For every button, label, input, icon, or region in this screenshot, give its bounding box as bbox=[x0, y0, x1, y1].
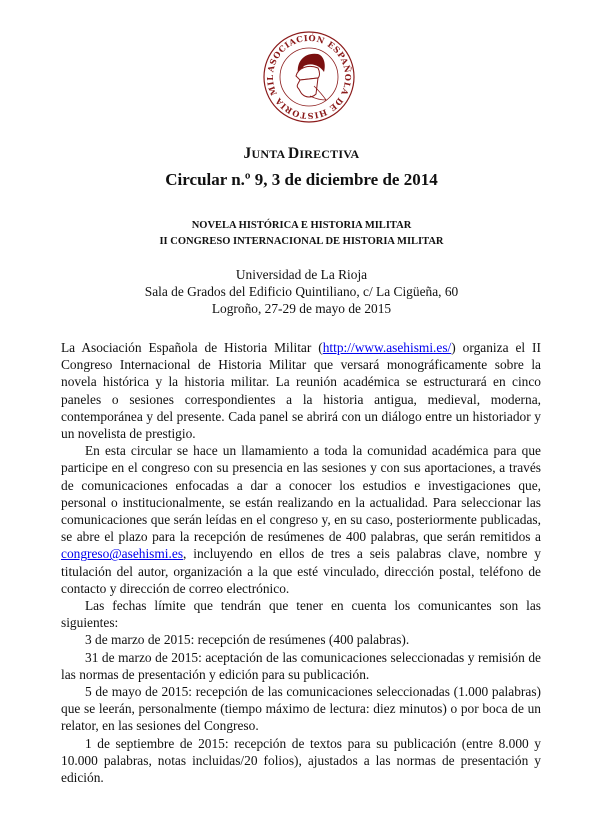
email-link[interactable]: congreso@asehismi.es bbox=[61, 546, 184, 562]
association-seal-logo bbox=[262, 30, 356, 124]
event-title-line1: NOVELA HISTÓRICA E HISTORIA MILITAR bbox=[191, 220, 412, 231]
deadline-item: 31 de marzo de 2015: aceptación de las comunicaciones seleccionadas y remisión de las normas de presentación y edición para su publicación. bbox=[61, 649, 541, 682]
venue-block bbox=[0, 266, 603, 317]
deadlines-intro: Las fechas límite que tendrán que tener en cuenta los comunicantes son las siguientes: bbox=[61, 598, 541, 631]
event-titles bbox=[0, 218, 603, 250]
circular-title: Circular n.º 9, 3 de diciembre de 2014 bbox=[165, 170, 438, 189]
deadline-item: 5 de mayo de 2015: recepción de las comunicaciones seleccionadas (1.000 palabras) que se leerán, personalmente (tiempo máximo de lectura: diez minutos) o por boca de un relator, en las sesiones del Congreso. bbox=[61, 684, 541, 734]
junta-directiva-heading bbox=[0, 145, 603, 163]
venue-university: Universidad de La Rioja bbox=[235, 267, 368, 282]
call-text-start: En esta circular se hace un llamamiento a toda la comunidad académica para que participe en el congreso con su presencia en las sesiones y con sus aportaciones, a través de comunicaciones enfocadas a dar a conocer los estudios e investigaciones que, personal o institucionalmente, se están realizando en la actualidad. Para seleccionar las comunicaciones que serán leídas en el congreso y, en su caso, posteriormente publicadas, se abre el plazo para la recepción de resúmenes de 400 palabras, que serán remitidos a bbox=[61, 443, 541, 545]
venue-address: Sala de Grados del Edificio Quintiliano, c/ La Cigüeña, 60 bbox=[144, 284, 459, 299]
junta-initial: J bbox=[243, 145, 252, 162]
venue-dates: Logroño, 27-29 de mayo de 2015 bbox=[211, 301, 392, 316]
website-link[interactable]: http://www.asehismi.es/ bbox=[322, 340, 452, 355]
junta-rest: UNTA bbox=[251, 147, 288, 161]
deadline-item: 1 de septiembre de 2015: recepción de textos para su publicación (entre 8.000 y 10.000 palabras, notas incluidas/20 folios), ajustados a las normas de presentación y edición. bbox=[61, 735, 541, 786]
directiva-rest: IRECTIVA bbox=[299, 147, 360, 161]
document-body bbox=[61, 339, 541, 786]
intro-text-end: ) organiza el II Congreso Internacional de Historia Militar que versará monográficamente sobre la novela histórica y la historia militar. La reunión académica se estructurará en cinco paneles o sesiones correspondientes a la historia antigua, medieval, moderna, contemporánea y del presente. Cada panel se abrirá con un diálogo entre un historiador y un novelista de prestigio. bbox=[61, 340, 541, 442]
intro-paragraph bbox=[61, 339, 541, 442]
deadline-item: 3 de marzo de 2015: recepción de resúmenes (400 palabras). bbox=[85, 632, 410, 648]
seal-ring-text: ASOCIACIÓN ESPAÑOLA DE HISTORIA MIL bbox=[264, 32, 354, 122]
event-title-line2: II CONGRESO INTERNACIONAL DE HISTORIA MILITAR bbox=[159, 236, 444, 247]
call-paragraph bbox=[61, 442, 541, 597]
directiva-initial: D bbox=[287, 145, 300, 162]
asociacion-seal-icon bbox=[262, 30, 356, 124]
intro-text-start: La Asociación Española de Historia Militar ( bbox=[61, 340, 323, 355]
call-text-end: , incluyendo en ellos de tres a seis palabras clave, nombre y titulación del autor, organización a la que esté vinculado, dirección postal, teléfono de contacto y dirección de correo electrónico. bbox=[61, 546, 541, 596]
